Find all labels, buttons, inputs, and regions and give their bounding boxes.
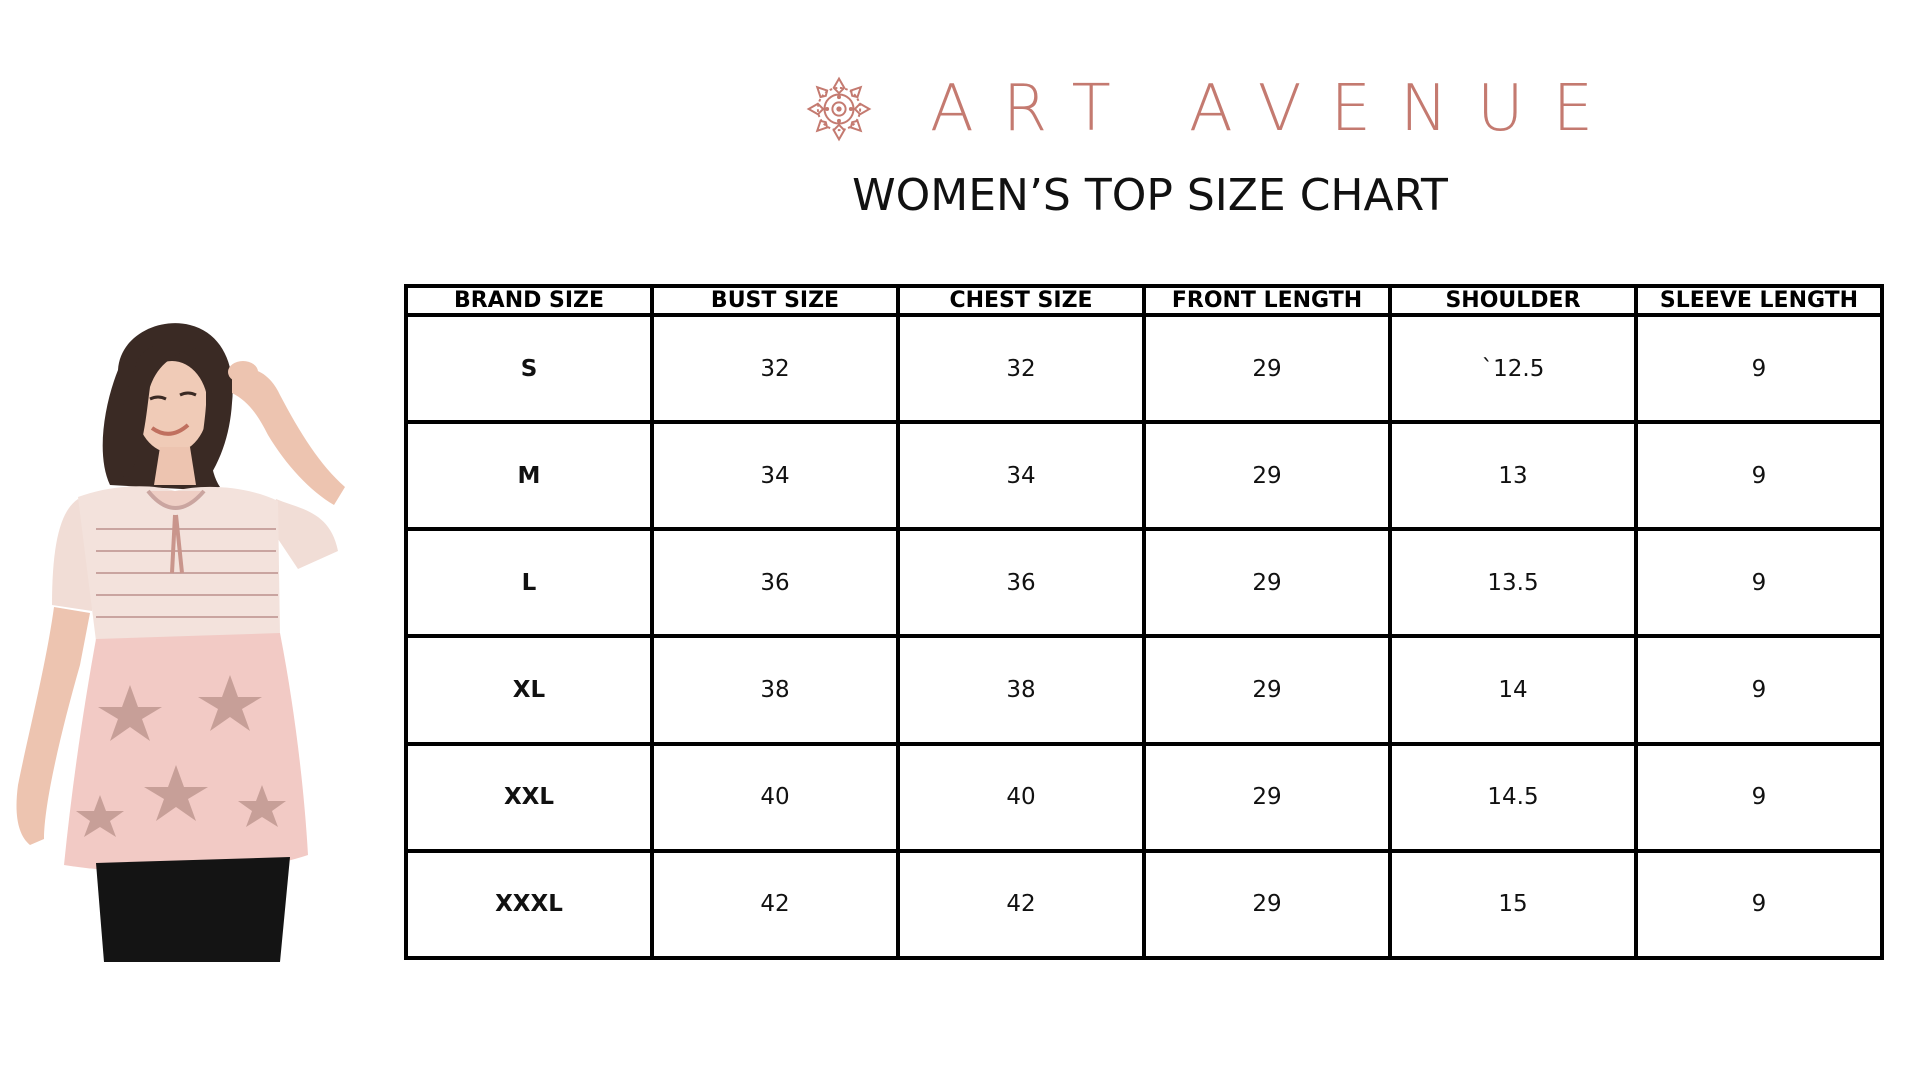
- table-cell: 42: [652, 851, 898, 958]
- brand-header: [806, 74, 1622, 144]
- table-cell: 36: [898, 529, 1144, 636]
- table-cell: 29: [1144, 422, 1390, 529]
- table-cell: 9: [1636, 315, 1882, 422]
- size-cell: S: [406, 315, 652, 422]
- table-cell: 32: [898, 315, 1144, 422]
- table-cell: 14.5: [1390, 744, 1636, 851]
- size-cell: XXXL: [406, 851, 652, 958]
- table-row: [406, 744, 1882, 851]
- table-row: [406, 315, 1882, 422]
- table-row: [406, 529, 1882, 636]
- table-cell: 38: [652, 636, 898, 743]
- mandala-icon: [806, 76, 872, 142]
- table-cell: 9: [1636, 636, 1882, 743]
- model-photo: [0, 315, 405, 962]
- size-chart-table: [404, 284, 1884, 960]
- table-cell: 9: [1636, 529, 1882, 636]
- table-cell: 9: [1636, 744, 1882, 851]
- brand-name: ART AVENUE: [930, 72, 1623, 146]
- table-cell: 29: [1144, 636, 1390, 743]
- table-cell: `12.5: [1390, 315, 1636, 422]
- column-header: SLEEVE LENGTH: [1636, 286, 1882, 315]
- page-title: WOMEN’S TOP SIZE CHART: [852, 170, 1448, 221]
- table-header-row: [406, 286, 1882, 315]
- size-cell: M: [406, 422, 652, 529]
- table-cell: 9: [1636, 422, 1882, 529]
- table-row: [406, 422, 1882, 529]
- table-cell: 29: [1144, 529, 1390, 636]
- table-cell: 9: [1636, 851, 1882, 958]
- size-cell: L: [406, 529, 652, 636]
- size-cell: XL: [406, 636, 652, 743]
- table-cell: 13: [1390, 422, 1636, 529]
- table-cell: 29: [1144, 744, 1390, 851]
- table-cell: 40: [898, 744, 1144, 851]
- column-header: FRONT LENGTH: [1144, 286, 1390, 315]
- table-cell: 38: [898, 636, 1144, 743]
- table-cell: 29: [1144, 315, 1390, 422]
- table-row: [406, 636, 1882, 743]
- table-cell: 13.5: [1390, 529, 1636, 636]
- table-cell: 34: [652, 422, 898, 529]
- table-cell: 32: [652, 315, 898, 422]
- table-cell: 40: [652, 744, 898, 851]
- column-header: SHOULDER: [1390, 286, 1636, 315]
- table-cell: 15: [1390, 851, 1636, 958]
- table-cell: 34: [898, 422, 1144, 529]
- table-cell: 36: [652, 529, 898, 636]
- table-row: [406, 851, 1882, 958]
- table-cell: 14: [1390, 636, 1636, 743]
- column-header: BUST SIZE: [652, 286, 898, 315]
- column-header: BRAND SIZE: [406, 286, 652, 315]
- column-header: CHEST SIZE: [898, 286, 1144, 315]
- size-cell: XXL: [406, 744, 652, 851]
- table-cell: 29: [1144, 851, 1390, 958]
- table-cell: 42: [898, 851, 1144, 958]
